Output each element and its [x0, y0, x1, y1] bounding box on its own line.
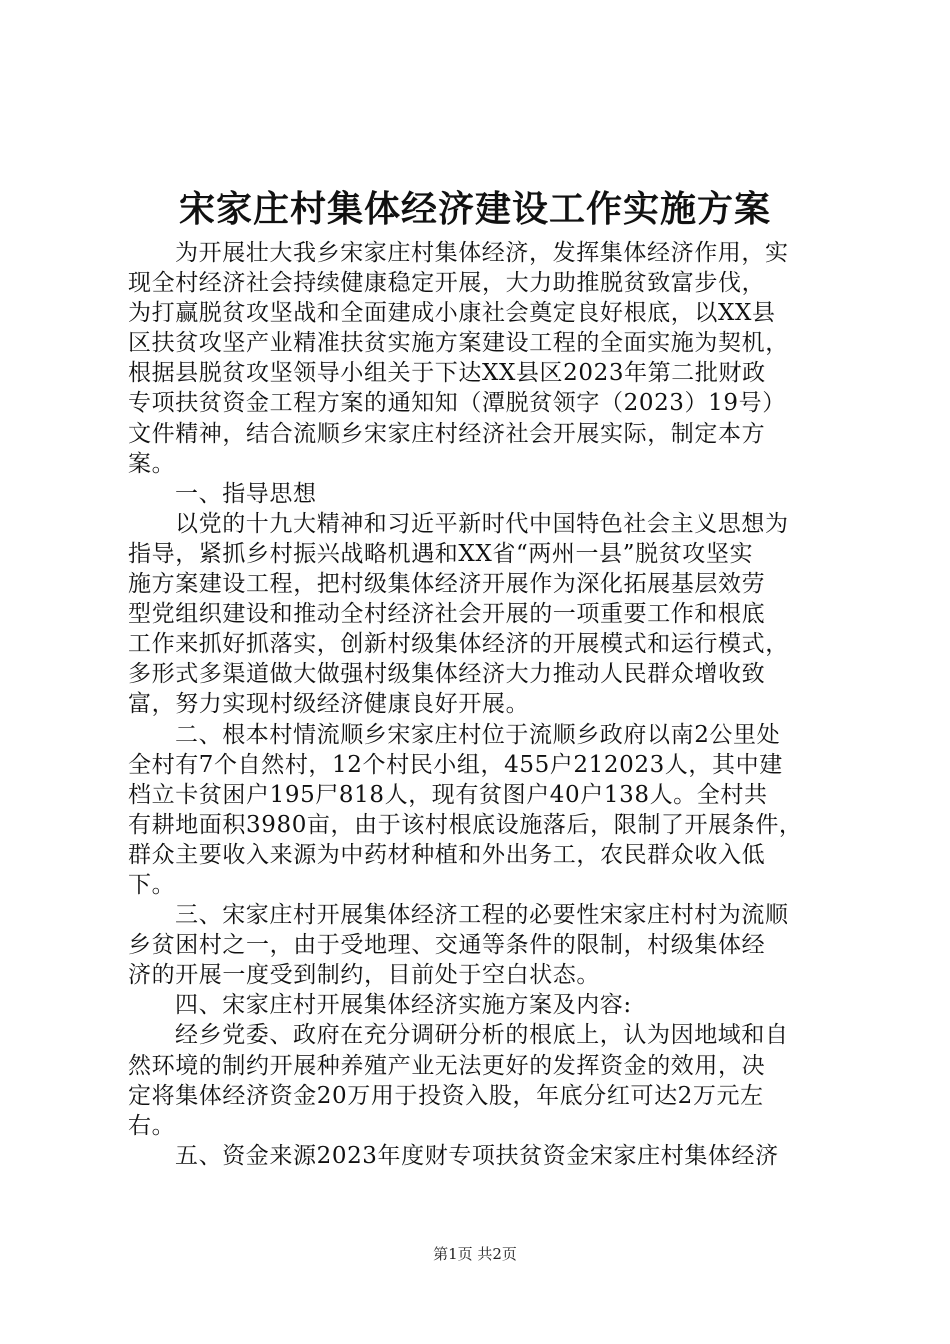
body-line: 以党的十九大精神和习近平新时代中国特色社会主义思想为: [175, 510, 789, 537]
body-line: 群众主要收入来源为中药材种植和外出务工，农民群众收入低: [128, 841, 766, 868]
body-line: 右。: [128, 1112, 176, 1139]
body-line: 有耕地面积3980亩，由于该村根底设施落后，限制了开展条件，: [128, 811, 803, 838]
body-line: 定将集体经济资金20万用于投资入股，年底分红可达2万元左: [128, 1082, 764, 1109]
body-line: 为打赢脱贫攻坚战和全面建成小康社会奠定良好根底，以XX县: [128, 300, 776, 327]
document-title: 宋家庄村集体经济建设工作实施方案: [178, 188, 771, 230]
section-heading: 四、宋家庄村开展集体经济实施方案及内容:: [175, 992, 632, 1019]
body-line: 工作来抓好抓落实，创新村级集体经济的开展模式和运行模式，: [128, 631, 789, 658]
body-line: 案。: [128, 450, 176, 477]
page-number-footer: 第1页 共2页: [433, 1245, 517, 1263]
body-line: 富，努力实现村级经济健康良好开展。: [128, 691, 530, 718]
body-line: 文件精神，结合流顺乡宋家庄村经济社会开展实际，制定本方: [128, 420, 766, 447]
body-line: 根据县脱贫攻坚领导小组关于下达XX县区2023年第二批财政: [128, 360, 766, 387]
body-line: 为开展壮大我乡宋家庄村集体经济，发挥集体经济作用，实: [175, 240, 789, 266]
body-line: 指导，紧抓乡村振兴战略机遇和XX省“两州一县”脱贫攻坚实: [128, 540, 754, 567]
body-line: 然环境的制约开展种养殖产业无法更好的发挥资金的效用，决: [128, 1052, 766, 1079]
body-line: 乡贫困村之一，由于受地理、交通等条件的限制，村级集体经: [128, 932, 766, 959]
section-heading: 五、资金来源2023年度财专项扶贫资金宋家庄村集体经济: [175, 1142, 779, 1169]
body-line: 现全村经济社会持续健康稳定开展，大力助推脱贫致富步伐，: [128, 270, 766, 297]
section-heading: 三、宋家庄村开展集体经济工程的必要性宋家庄村村为流顺: [175, 902, 789, 929]
body-line: 档立卡贫困户195尸818人，现有贫图户40户138人。全村共: [128, 781, 768, 808]
body-line: 型党组织建设和推动全村经济社会开展的一项重要工作和根底: [128, 601, 766, 628]
body-line: 全村有7个自然村，12个村民小组，455户212023人，其中建: [128, 751, 783, 778]
body-line: 济的开展一度受到制约，目前处于空白状态。: [128, 962, 600, 989]
body-line: 专项扶贫资金工程方案的通知知（潭脱贫领字（2023）19号）: [128, 390, 786, 417]
body-line: 施方案建设工程，把村级集体经济开展作为深化拓展基层效劳: [128, 571, 766, 598]
body-line: 下。: [128, 871, 176, 898]
document-body: [128, 238, 840, 1171]
body-line: 区扶贫攻坚产业精准扶贫实施方案建设工程的全面实施为契机，: [128, 330, 789, 357]
section-heading: 一、指导思想: [175, 480, 317, 507]
body-line: 经乡党委、政府在充分调研分析的根底上，认为因地域和自: [175, 1022, 789, 1049]
section-heading: 二、根本村情流顺乡宋家庄村位于流顺乡政府以南2公里处: [175, 721, 781, 748]
body-line: 多形式多渠道做大做强村级集体经济大力推动人民群众增收致: [128, 661, 766, 688]
